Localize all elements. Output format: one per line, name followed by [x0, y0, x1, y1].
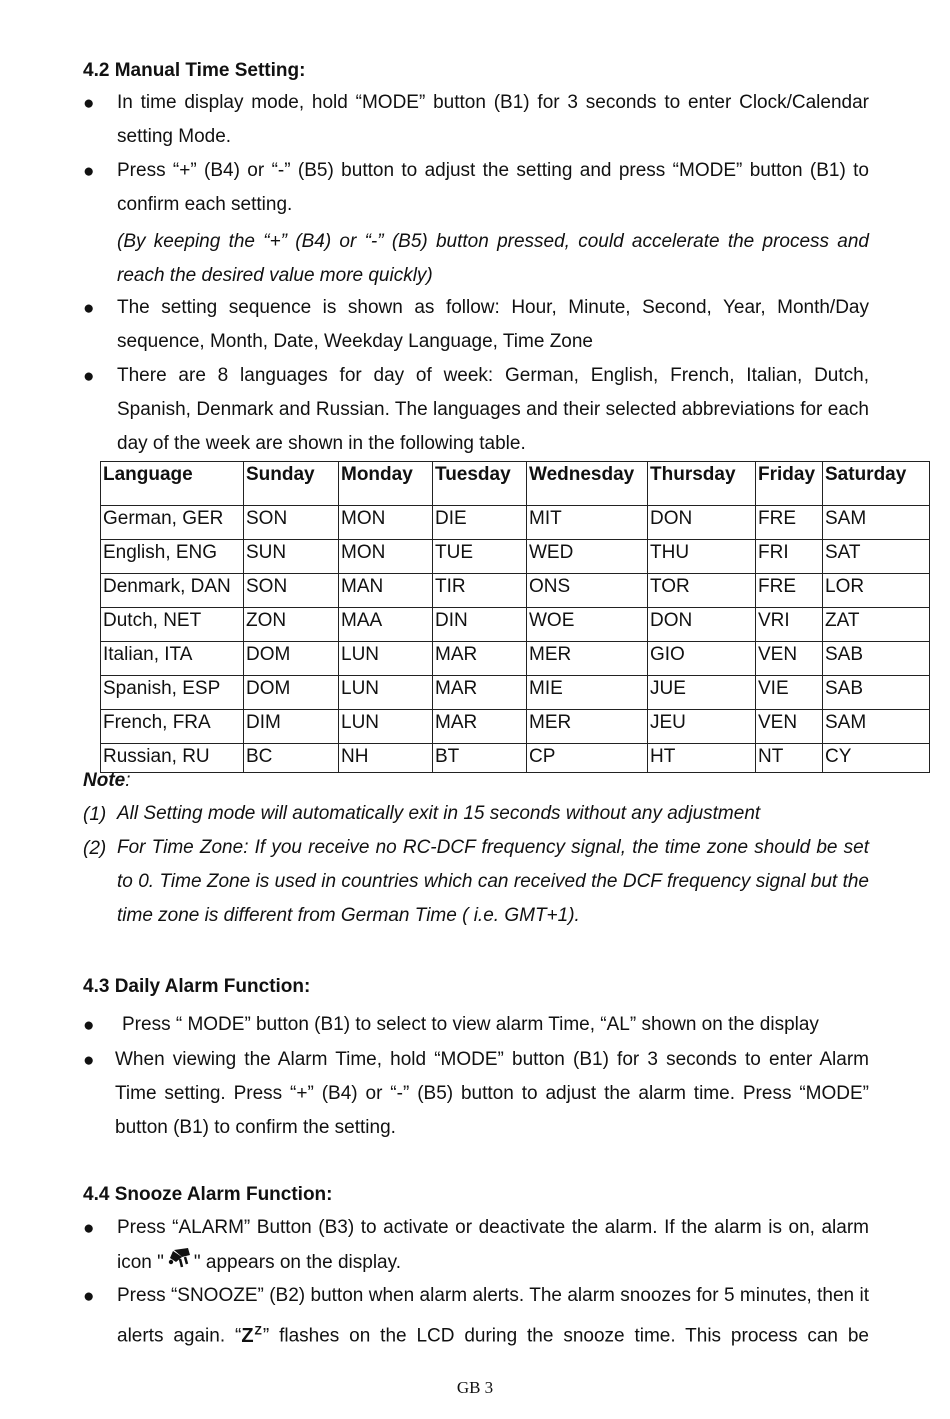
paragraph-alarm-setting: When viewing the Alarm Time, hold “MODE” button (B1) for 3 seconds to enter Alarm Time setting. Press “+” (B4) or “-” (B5) button to adjust the alarm time. Press “MODE” button (B1) to confirm the setting. [115, 1049, 869, 1138]
day-abbrev-cell: NT [756, 744, 823, 773]
day-abbrev-cell: VIE [756, 676, 823, 710]
snooze-zz-icon [241, 1325, 263, 1347]
day-abbrev-cell: SAB [823, 642, 930, 676]
day-abbrev-cell: WOE [527, 608, 648, 642]
header-cell: Friday [756, 462, 823, 506]
language-cell: Italian, ITA [101, 642, 244, 676]
day-abbrev-cell: VRI [756, 608, 823, 642]
language-cell: Spanish, ESP [101, 676, 244, 710]
day-abbrev-cell: MER [527, 710, 648, 744]
day-abbrev-cell: THU [648, 540, 756, 574]
alarm-bell-icon [164, 1245, 194, 1281]
paragraph-accelerate-note: (By keeping the “+” (B4) or “-” (B5) button pressed, could accelerate the process and reach the desired value more quickly) [117, 231, 869, 286]
day-abbrev-cell: DIN [433, 608, 527, 642]
day-abbrev-cell: GIO [648, 642, 756, 676]
day-abbrev-cell: SUN [244, 540, 339, 574]
note-colon: : [125, 770, 131, 791]
header-cell: Wednesday [527, 462, 648, 506]
day-abbrev-cell: SON [244, 574, 339, 608]
note-item-auto-exit: All Setting mode will automatically exit in 15 seconds without any adjustment [117, 803, 761, 824]
day-abbrev-cell: ZAT [823, 608, 930, 642]
day-abbrev-cell: BC [244, 744, 339, 773]
header-cell: Monday [339, 462, 433, 506]
snooze-z-large: Z [241, 1324, 255, 1347]
snooze-text-start: Press “SNOOZE” (B2) button when alarm alerts. The alarm snoozes for 5 minutes, then it alerts again. “ [117, 1285, 869, 1347]
header-cell: Language [101, 462, 244, 506]
day-abbrev-cell: FRE [756, 506, 823, 540]
note-number: (2) [83, 838, 107, 859]
day-abbrev-cell: LOR [823, 574, 930, 608]
day-abbrev-cell: TOR [648, 574, 756, 608]
header-cell: Saturday [823, 462, 930, 506]
day-abbrev-cell: MAA [339, 608, 433, 642]
snooze-text-end: ” flashes on the LCD during the snooze time. This process can be [262, 1325, 869, 1347]
header-cell: Thursday [648, 462, 756, 506]
paragraph-setting-sequence: The setting sequence is shown as follow: Hour, Minute, Second, Year, Month/Day sequence, Month, Date, Weekday Language, Time Zone [117, 297, 869, 352]
day-abbrev-cell: BT [433, 744, 527, 773]
language-cell: Denmark, DAN [101, 574, 244, 608]
bullet-dot: ● [83, 1050, 95, 1071]
note-label-text: Note [83, 770, 126, 791]
bullet-dot: ● [83, 1286, 95, 1307]
paragraph-languages: There are 8 languages for day of week: German, English, French, Italian, Dutch, Spanish, Denmark and Russian. The languages and their selected abbreviations for each day of the week are shown in the following table. [117, 365, 869, 454]
day-abbrev-cell: CP [527, 744, 648, 773]
day-abbrev-cell: MER [527, 642, 648, 676]
day-abbrev-cell: TUE [433, 540, 527, 574]
day-abbrev-cell: MIT [527, 506, 648, 540]
day-abbrev-cell: MON [339, 540, 433, 574]
day-abbrev-cell: DIE [433, 506, 527, 540]
table-row [101, 608, 930, 642]
day-abbrev-cell: LUN [339, 642, 433, 676]
day-abbrev-cell: SAT [823, 540, 930, 574]
day-abbrev-cell: FRE [756, 574, 823, 608]
bullet-dot: ● [83, 93, 95, 114]
day-abbrev-cell: JEU [648, 710, 756, 744]
header-cell: Sunday [244, 462, 339, 506]
day-abbrev-cell: FRI [756, 540, 823, 574]
table-row [101, 642, 930, 676]
day-abbrev-cell: DOM [244, 676, 339, 710]
day-abbrev-cell: MAR [433, 676, 527, 710]
day-abbrev-cell: MAN [339, 574, 433, 608]
table-row [101, 744, 930, 773]
day-abbrev-cell: HT [648, 744, 756, 773]
day-abbrev-cell: SAB [823, 676, 930, 710]
day-abbrev-cell: TIR [433, 574, 527, 608]
day-abbrev-cell: SAM [823, 506, 930, 540]
table-row [101, 506, 930, 540]
day-abbrev-cell: LUN [339, 710, 433, 744]
day-abbrev-cell: MAR [433, 710, 527, 744]
alarm-text-end: " appears on the display. [193, 1252, 401, 1274]
day-abbrev-cell: NH [339, 744, 433, 773]
day-abbrev-cell: MIE [527, 676, 648, 710]
snooze-z-small: Z [254, 1323, 263, 1337]
table-row [101, 540, 930, 574]
weekday-language-table [100, 461, 930, 773]
day-abbrev-cell: ZON [244, 608, 339, 642]
day-abbrev-cell: DON [648, 608, 756, 642]
language-cell: French, FRA [101, 710, 244, 744]
section-heading-4-2: 4.2 Manual Time Setting: [83, 60, 306, 81]
paragraph-view-alarm: Press “ MODE” button (B1) to select to view alarm Time, “AL” shown on the display [122, 1014, 819, 1035]
language-cell: English, ENG [101, 540, 244, 574]
section-heading-4-3: 4.3 Daily Alarm Function: [83, 976, 311, 997]
day-abbrev-cell: DIM [244, 710, 339, 744]
day-abbrev-cell: VEN [756, 710, 823, 744]
table-header-row [101, 462, 930, 506]
paragraph-alarm-onoff [117, 1211, 869, 1281]
bullet-dot: ● [83, 298, 95, 319]
day-abbrev-cell: MON [339, 506, 433, 540]
language-cell: Russian, RU [101, 744, 244, 773]
alarm-text-start: Press “ALARM” Button (B3) to activate or deactivate the alarm. If the alarm is on, alarm icon " [117, 1217, 869, 1274]
day-abbrev-cell: SON [244, 506, 339, 540]
bullet-dot: ● [83, 1015, 95, 1036]
day-abbrev-cell: WED [527, 540, 648, 574]
note-label [83, 770, 131, 792]
day-abbrev-cell: JUE [648, 676, 756, 710]
day-abbrev-cell: SAM [823, 710, 930, 744]
bullet-dot: ● [83, 366, 95, 387]
paragraph-snooze [117, 1279, 869, 1354]
paragraph-clock-setting: In time display mode, hold “MODE” button (B1) for 3 seconds to enter Clock/Calendar setting Mode. [117, 92, 869, 147]
bullet-dot: ● [83, 1218, 95, 1239]
table-row [101, 676, 930, 710]
table-row [101, 710, 930, 744]
day-abbrev-cell: DON [648, 506, 756, 540]
day-abbrev-cell: LUN [339, 676, 433, 710]
section-heading-4-4: 4.4 Snooze Alarm Function: [83, 1184, 333, 1205]
day-abbrev-cell: ONS [527, 574, 648, 608]
day-abbrev-cell: MAR [433, 642, 527, 676]
language-cell: Dutch, NET [101, 608, 244, 642]
table-row [101, 574, 930, 608]
page-footer: GB 3 [456, 1378, 494, 1397]
note-number: (1) [83, 804, 107, 825]
day-abbrev-cell: VEN [756, 642, 823, 676]
day-abbrev-cell: CY [823, 744, 930, 773]
header-cell: Tuesday [433, 462, 527, 506]
paragraph-adjust-setting: Press “+” (B4) or “-” (B5) button to adjust the setting and press “MODE” button (B1) to confirm each setting. [117, 160, 869, 215]
day-abbrev-cell: DOM [244, 642, 339, 676]
note-item-time-zone: For Time Zone: If you receive no RC-DCF frequency signal, the time zone should be set to 0. Time Zone is used in countries which can received the DCF frequency signal but the time zone is different from German Time ( i.e. GMT+1). [117, 837, 869, 926]
language-cell: German, GER [101, 506, 244, 540]
bullet-dot: ● [83, 161, 95, 182]
